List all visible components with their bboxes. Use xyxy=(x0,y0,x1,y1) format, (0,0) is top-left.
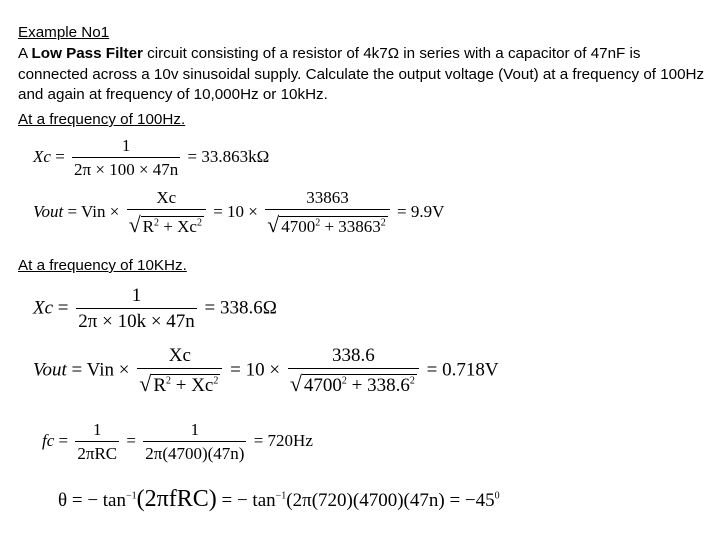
s2-vout-den2-a: 4700 xyxy=(303,375,342,396)
s2-fc-lhs: fc xyxy=(42,430,55,450)
s1-xc-fraction xyxy=(72,136,180,180)
s2-vout-fraction2 xyxy=(288,345,419,397)
s2-vout-den-b: + Xc xyxy=(175,375,214,396)
s2-vout-lhs: Vout xyxy=(33,359,67,381)
s2-xc-result: = 338.6Ω xyxy=(204,297,277,319)
s2-fc-den2: 2π(4700)(47n) xyxy=(145,444,245,463)
s2-theta-sup2: −1 xyxy=(275,490,287,502)
s2-vout-equation xyxy=(33,345,499,397)
s2-vout-num: Xc xyxy=(137,345,222,369)
s2-vout-den2 xyxy=(288,369,419,397)
s2-vout-result: = 0.718V xyxy=(426,359,499,381)
s1-vout-result: = 9.9V xyxy=(397,201,445,221)
s2-vout-radicand2: $4700^2 + 338.6^2$ xyxy=(303,375,415,396)
s1-vout-den-b: + Xc xyxy=(163,217,197,236)
sqrt-icon: √ xyxy=(139,371,152,396)
s2-theta-text: θ = − tan xyxy=(58,490,126,511)
s1-vout-radicand: $R^2 + Xc^2$ xyxy=(142,217,202,236)
s1-vout-den2 xyxy=(265,210,390,238)
s2-theta-arg1: (2πfRC) xyxy=(136,486,217,512)
example-heading: Example No1 xyxy=(18,24,110,41)
s1-vout-den xyxy=(127,210,206,238)
s2-vout-den xyxy=(137,369,222,397)
s2-fc-result: = 720Hz xyxy=(253,430,313,450)
sqrt-icon: √ xyxy=(289,371,302,396)
s2-vout-den-a: R xyxy=(153,375,166,396)
s2-fc-fraction2 xyxy=(143,420,246,464)
sqrt-icon: √ xyxy=(267,212,280,237)
s2-vout-den2-b: + 338.6 xyxy=(351,375,410,396)
s2-xc-fraction xyxy=(76,285,197,333)
section2-title: At a frequency of 10KHz. xyxy=(18,257,187,274)
s2-fc-num1: 1 xyxy=(75,420,119,442)
s2-fc-den1: 2πRC xyxy=(77,444,118,463)
s2-vout-radicand: $R^2 + Xc^2$ xyxy=(153,375,219,396)
s2-theta-sup: −1 xyxy=(126,490,137,502)
s1-xc-lhs: Xc xyxy=(33,146,51,166)
s2-theta-deg: 0 xyxy=(494,490,500,502)
section1-title: At a frequency of 100Hz. xyxy=(18,111,186,128)
s1-vout-den2-a: 4700 xyxy=(281,217,316,236)
s2-fc-fraction1 xyxy=(75,420,119,464)
s2-vout-vin: = Vin × xyxy=(71,359,130,381)
s1-vout-num2: 33863 xyxy=(265,188,390,210)
s1-xc-den: 2π × 100 × 47n xyxy=(74,160,179,179)
para-after-bold: circuit consisting of a resistor of 4k7Ω in series with a capacitor of 47nF is connected across a 10v sinusoidal supply. Calculate the output voltage (Vout) at a frequency of 100Hz and again at frequency of 10,000Hz or 10kHz. xyxy=(18,45,705,103)
sqrt-icon: √ xyxy=(128,212,141,237)
s1-xc-result: = 33.863kΩ xyxy=(187,146,270,166)
s2-vout-mid: = 10 × xyxy=(230,359,281,381)
s2-theta-result: = −45 xyxy=(449,490,495,511)
s1-vout-fraction2 xyxy=(265,188,390,238)
s1-xc-num: 1 xyxy=(72,136,180,158)
s2-fc-num2: 1 xyxy=(143,420,246,442)
s2-vout-fraction xyxy=(137,345,222,397)
s2-fc-equation: fc = $\frac{1}{\text{2πRC}}$ = $\frac{1}{2\pi(4700)(47n)}$ = 720Hz xyxy=(42,420,313,463)
para-before-bold: A xyxy=(18,45,32,62)
s2-xc-lhs: Xc xyxy=(33,297,54,319)
s2-vout-num2: 338.6 xyxy=(288,345,419,369)
s1-vout-den2-b: + 33863 xyxy=(324,217,381,236)
s2-xc-num: 1 xyxy=(76,285,197,309)
s1-vout-fraction xyxy=(127,188,206,238)
s1-vout-radicand2: $4700^2 + 33863^2$ xyxy=(281,217,386,236)
problem-paragraph xyxy=(18,44,708,106)
s1-vout-vin: = Vin × xyxy=(67,201,120,221)
s2-xc-equation: Xc = $\frac{1}{2\pi \times 10k \times 47n}$ = 338.6Ω xyxy=(33,285,277,332)
s1-vout-mid: = 10 × xyxy=(213,201,258,221)
para-bold-term: Low Pass Filter xyxy=(31,45,143,62)
s2-xc-den: 2π × 10k × 47n xyxy=(78,311,195,332)
s1-xc-equation: Xc = $\frac{1}{2\pi \times 100 \times 47n}$ = 33.863kΩ xyxy=(33,136,270,179)
s2-theta-arg2: (2π(720)(4700)(47n) xyxy=(286,490,445,511)
s1-vout-num: Xc xyxy=(127,188,206,210)
s2-theta-equation xyxy=(58,486,500,513)
s1-vout-equation xyxy=(33,188,444,238)
s1-vout-den-a: R xyxy=(142,217,155,236)
s1-vout-lhs: Vout xyxy=(33,201,64,221)
s2-theta-mid: = − tan xyxy=(221,490,276,511)
